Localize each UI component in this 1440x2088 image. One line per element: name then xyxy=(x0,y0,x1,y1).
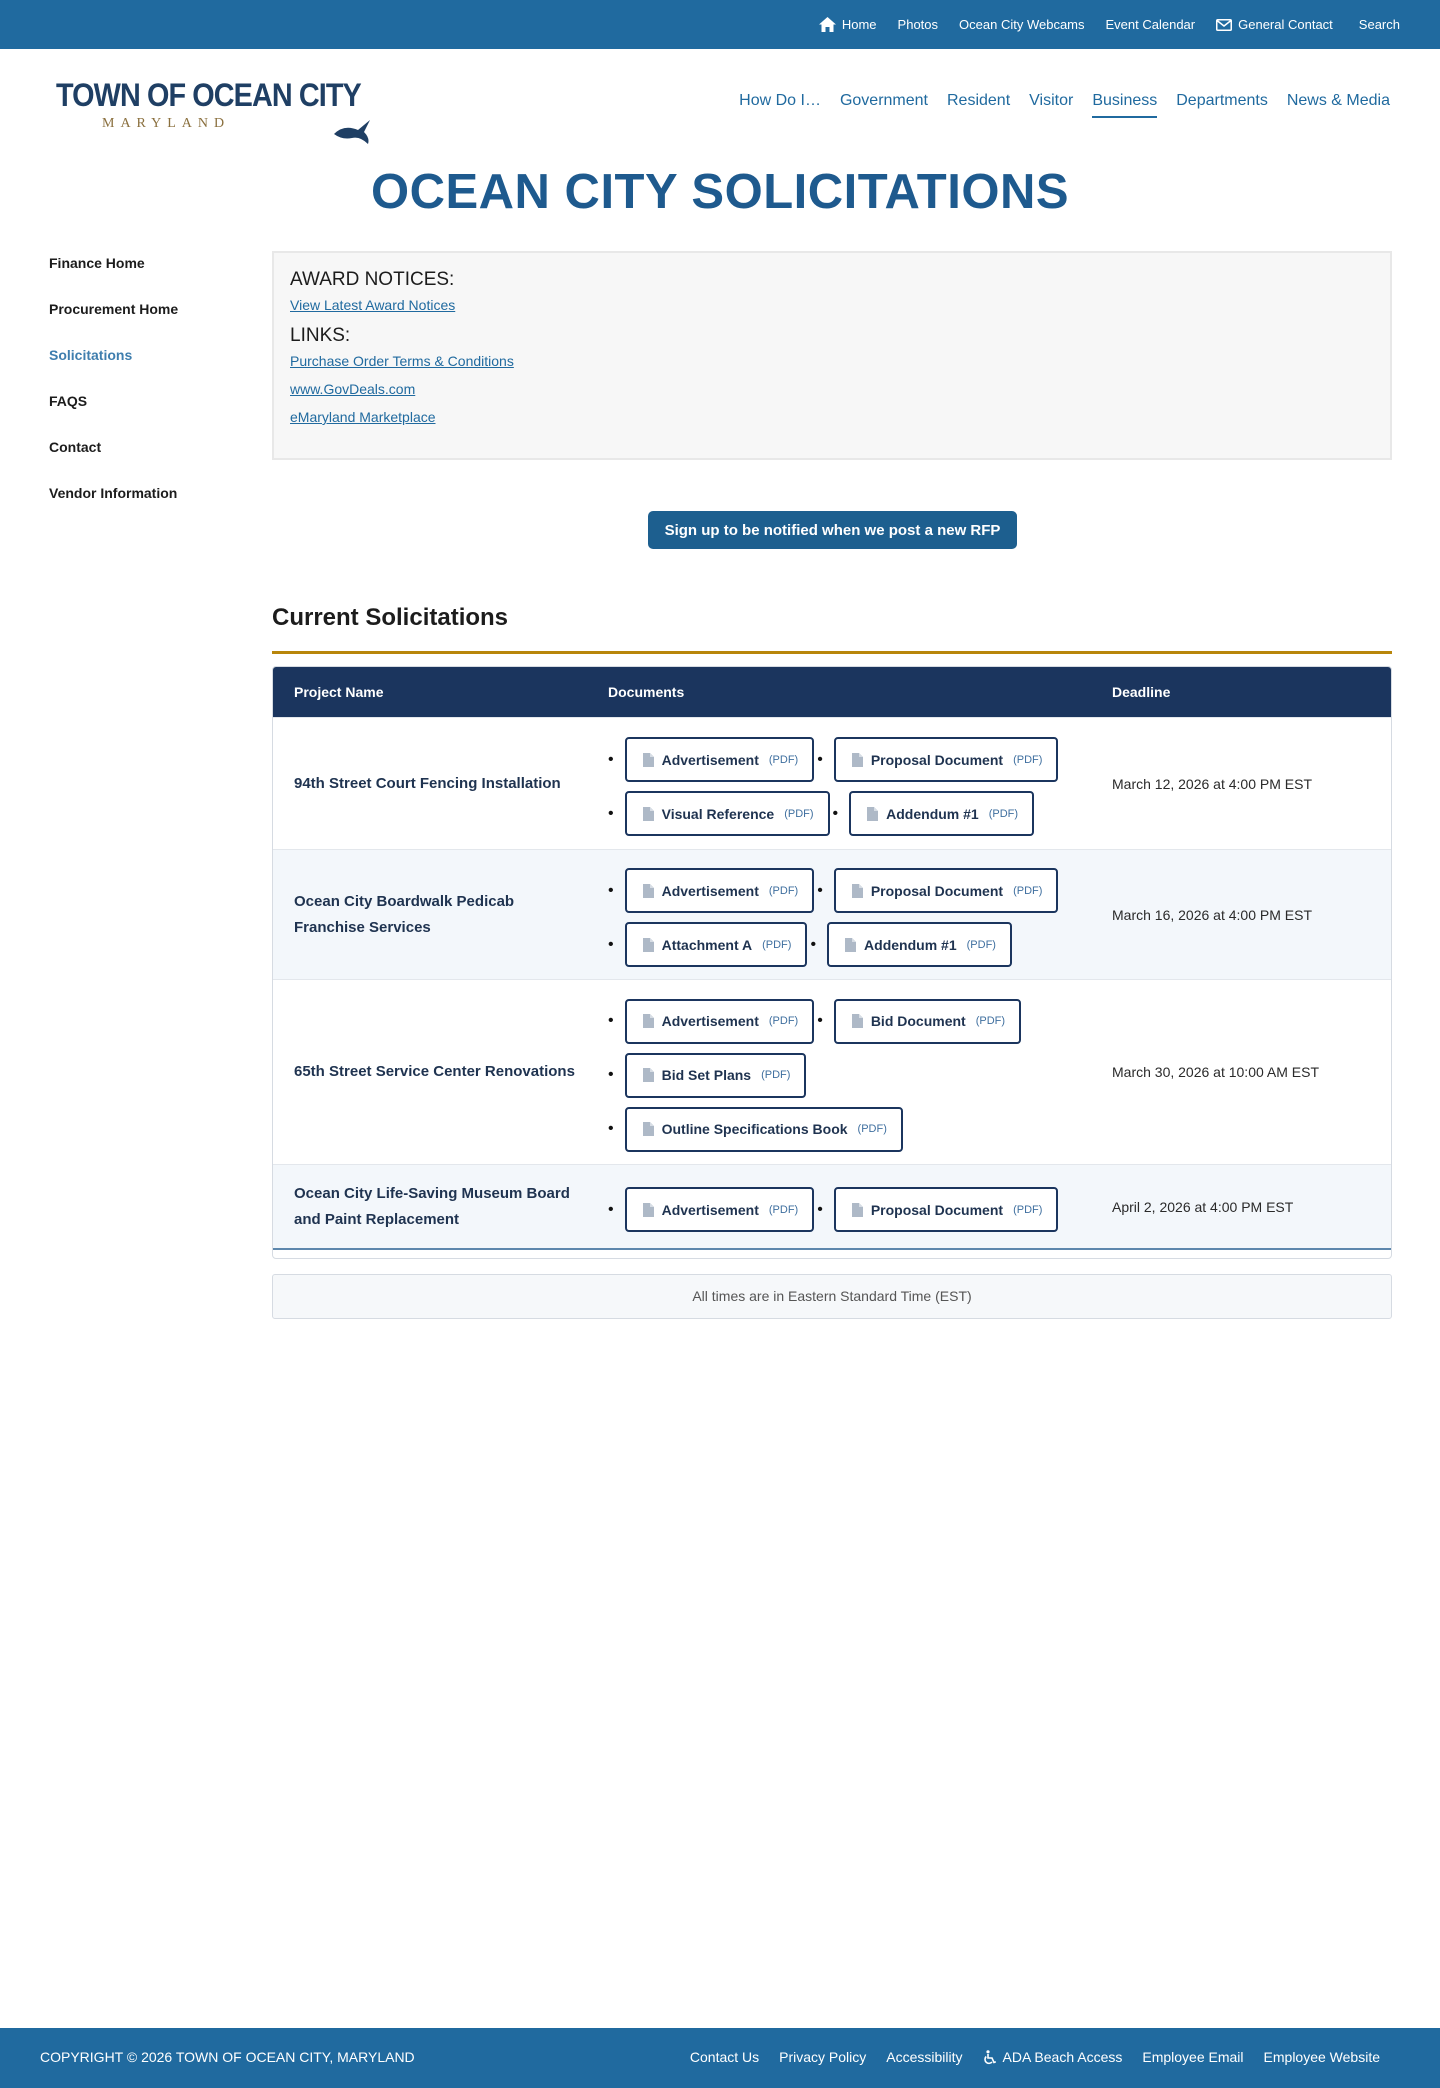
document-link[interactable] xyxy=(625,1053,807,1098)
table-row xyxy=(273,979,1391,1164)
nav-departments[interactable]: Departments xyxy=(1176,92,1268,109)
site-footer xyxy=(0,2028,1440,2088)
document-list-item xyxy=(608,922,807,967)
info-box xyxy=(272,251,1392,460)
topbar-link-webcams[interactable]: Ocean City Webcams xyxy=(959,17,1085,32)
document-link[interactable] xyxy=(834,737,1059,782)
pdf-tag: (PDF) xyxy=(768,753,799,766)
deadline: March 12, 2026 at 4:00 PM EST xyxy=(1112,775,1312,792)
site-logo[interactable] xyxy=(50,56,380,152)
document-label: • Advertisement xyxy=(661,1201,759,1218)
documents-cell xyxy=(608,722,1112,845)
document-link[interactable] xyxy=(625,791,830,836)
solicitations-table xyxy=(272,666,1392,1259)
document-label: • Proposal Document xyxy=(870,751,1004,768)
nav-government[interactable]: Government xyxy=(839,92,928,109)
table-body xyxy=(273,717,1391,1248)
document-list-item xyxy=(833,791,1035,836)
utility-bar xyxy=(0,0,1440,49)
document-link[interactable] xyxy=(834,1187,1059,1232)
document-icon xyxy=(852,1014,863,1028)
deadline: March 16, 2026 at 4:00 PM EST xyxy=(1112,906,1312,923)
document-icon xyxy=(643,1014,654,1028)
nav-resident[interactable]: Resident xyxy=(947,92,1011,109)
document-list-item xyxy=(608,737,814,782)
document-link[interactable] xyxy=(834,868,1059,913)
marlin-icon xyxy=(332,114,372,146)
award-notices-heading: AWARD NOTICES: xyxy=(290,269,455,290)
purchase-order-terms-link[interactable]: Purchase Order Terms & Conditions xyxy=(290,353,514,369)
topbar-link-general-contact[interactable]: General Contact xyxy=(1216,17,1333,32)
documents-cell xyxy=(608,853,1112,976)
pdf-tag: (PDF) xyxy=(784,807,814,820)
pdf-tag: (PDF) xyxy=(1013,1203,1043,1216)
project-name: Ocean City Boardwalk Pedicab Franchise Services xyxy=(294,892,515,936)
document-icon xyxy=(643,1068,654,1082)
document-list-item xyxy=(608,999,814,1044)
deadline: April 2, 2026 at 4:00 PM EST xyxy=(1112,1198,1294,1215)
rfp-signup-button[interactable]: Sign up to be notified when we post a new RFP xyxy=(648,511,1017,549)
pdf-tag: (PDF) xyxy=(768,1203,799,1216)
document-list-item xyxy=(810,922,1012,967)
documents-cell xyxy=(608,984,1112,1161)
nav-news-media[interactable]: News & Media xyxy=(1286,92,1390,109)
document-icon xyxy=(643,938,654,952)
pdf-tag: (PDF) xyxy=(768,1015,799,1027)
topbar-link-event-calendar[interactable]: Event Calendar xyxy=(1105,17,1196,32)
sidebar-item-vendor-information[interactable]: Vendor Information xyxy=(49,485,178,501)
document-list-item xyxy=(817,737,1058,782)
document-icon xyxy=(845,938,856,952)
footer-employee-email[interactable]: Employee Email xyxy=(1142,2049,1244,2065)
document-link[interactable] xyxy=(827,922,1012,967)
footer-ada-beach-access[interactable]: ADA Beach Access xyxy=(983,2049,1123,2065)
sidebar-item-finance-home[interactable]: Finance Home xyxy=(49,255,145,271)
documents-cell xyxy=(608,1172,1112,1241)
table-row xyxy=(273,1164,1391,1248)
emaryland-link[interactable]: eMaryland Marketplace xyxy=(290,409,436,425)
document-label: • Bid Document xyxy=(870,1013,966,1029)
document-link[interactable] xyxy=(625,1187,815,1232)
document-icon xyxy=(643,884,654,898)
govdeals-link[interactable]: www.GovDeals.com xyxy=(290,381,416,397)
pdf-tag: (PDF) xyxy=(1013,884,1043,897)
sidebar-item-solicitations[interactable]: Solicitations xyxy=(49,347,133,363)
project-name: 65th Street Service Center Renovations xyxy=(294,1063,575,1080)
pdf-tag: (PDF) xyxy=(1013,753,1043,766)
header-documents: Documents xyxy=(608,684,685,700)
pdf-tag: (PDF) xyxy=(762,938,792,951)
table-row xyxy=(273,849,1391,979)
project-name: 94th Street Court Fencing Installation xyxy=(294,774,561,792)
nav-visitor[interactable]: Visitor xyxy=(1029,92,1074,109)
document-icon xyxy=(852,1203,863,1217)
document-icon xyxy=(643,753,654,767)
document-link[interactable] xyxy=(834,999,1021,1044)
pdf-tag: (PDF) xyxy=(988,807,1019,820)
document-icon xyxy=(643,807,654,821)
footer-accessibility[interactable]: Accessibility xyxy=(886,2049,963,2065)
pdf-tag: (PDF) xyxy=(768,884,799,897)
document-list-item xyxy=(608,1187,814,1232)
document-link[interactable] xyxy=(625,1107,903,1152)
document-list-item xyxy=(817,868,1058,913)
copyright: COPYRIGHT © 2026 TOWN OF OCEAN CITY, MARYLAND xyxy=(40,2049,415,2065)
links-heading: LINKS: xyxy=(290,325,351,346)
document-label: • Outline Specifications Book xyxy=(661,1121,848,1137)
topbar-link-photos[interactable]: Photos xyxy=(897,17,939,32)
document-link[interactable] xyxy=(625,922,808,967)
topbar-link-home[interactable]: Home xyxy=(819,17,877,32)
document-label: • Advertisement xyxy=(661,1013,759,1029)
document-label: • Advertisement xyxy=(661,751,759,768)
document-label: • Advertisement xyxy=(661,882,759,899)
document-label: • Proposal Document xyxy=(870,1201,1004,1218)
document-label: • Visual Reference xyxy=(661,805,775,822)
document-icon xyxy=(643,1122,654,1136)
document-icon xyxy=(852,884,863,898)
sidebar-item-faqs[interactable]: FAQS xyxy=(49,393,88,409)
main-nav xyxy=(739,92,1390,118)
document-link[interactable] xyxy=(625,737,815,782)
document-label: • Attachment A xyxy=(661,936,753,953)
timezone-note: All times are in Eastern Standard Time (EST) xyxy=(272,1274,1392,1319)
topbar-link-search[interactable]: Search xyxy=(1358,17,1400,32)
home-icon xyxy=(819,17,836,32)
nav-how-do-i[interactable]: How Do I… xyxy=(739,92,821,109)
award-notices-link[interactable]: View Latest Award Notices xyxy=(290,297,456,313)
document-list-item xyxy=(817,999,1021,1044)
wheelchair-icon xyxy=(983,2050,997,2065)
footer-employee-website[interactable]: Employee Website xyxy=(1263,2049,1380,2065)
document-icon xyxy=(643,1203,654,1217)
document-icon xyxy=(852,753,863,767)
footer-contact-us[interactable]: Contact Us xyxy=(689,2049,760,2065)
document-label: • Addendum #1 xyxy=(864,936,957,953)
sidebar-item-contact[interactable]: Contact xyxy=(49,439,102,455)
sidebar xyxy=(49,252,249,528)
table-row xyxy=(273,717,1391,849)
envelope-icon xyxy=(1216,19,1232,31)
document-icon xyxy=(867,807,878,821)
pdf-tag: (PDF) xyxy=(975,1015,1006,1027)
section-divider xyxy=(272,651,1392,654)
document-label: • Bid Set Plans xyxy=(661,1067,752,1083)
logo-title: TOWN OF OCEAN CITY xyxy=(56,76,361,113)
table-header xyxy=(273,667,1391,717)
pdf-tag: (PDF) xyxy=(857,1123,887,1135)
logo-subtitle: MARYLAND xyxy=(102,115,231,131)
document-label: • Addendum #1 xyxy=(886,805,979,822)
header-project-name: Project Name xyxy=(294,684,384,700)
document-list-item xyxy=(608,791,830,836)
footer-privacy-policy[interactable]: Privacy Policy xyxy=(779,2049,867,2065)
nav-business[interactable]: Business xyxy=(1092,92,1157,118)
sidebar-item-procurement-home[interactable]: Procurement Home xyxy=(49,301,179,317)
document-list-item xyxy=(608,1107,903,1152)
document-list-item xyxy=(608,1053,806,1098)
pdf-tag: (PDF) xyxy=(761,1069,791,1081)
document-link[interactable] xyxy=(625,868,815,913)
table-footer-rule xyxy=(273,1248,1391,1258)
header-deadline: Deadline xyxy=(1112,684,1171,700)
project-name: Ocean City Life-Saving Museum Board and Paint Replacement xyxy=(294,1184,570,1228)
document-link[interactable] xyxy=(625,999,815,1044)
deadline: March 30, 2026 at 10:00 AM EST xyxy=(1112,1064,1320,1080)
document-label: • Proposal Document xyxy=(870,882,1004,899)
pdf-tag: (PDF) xyxy=(966,938,996,951)
document-list-item xyxy=(608,868,814,913)
page-title: OCEAN CITY SOLICITATIONS xyxy=(370,165,1070,219)
document-list-item xyxy=(817,1187,1058,1232)
document-link[interactable] xyxy=(849,791,1034,836)
current-solicitations-heading: Current Solicitations xyxy=(272,604,509,631)
